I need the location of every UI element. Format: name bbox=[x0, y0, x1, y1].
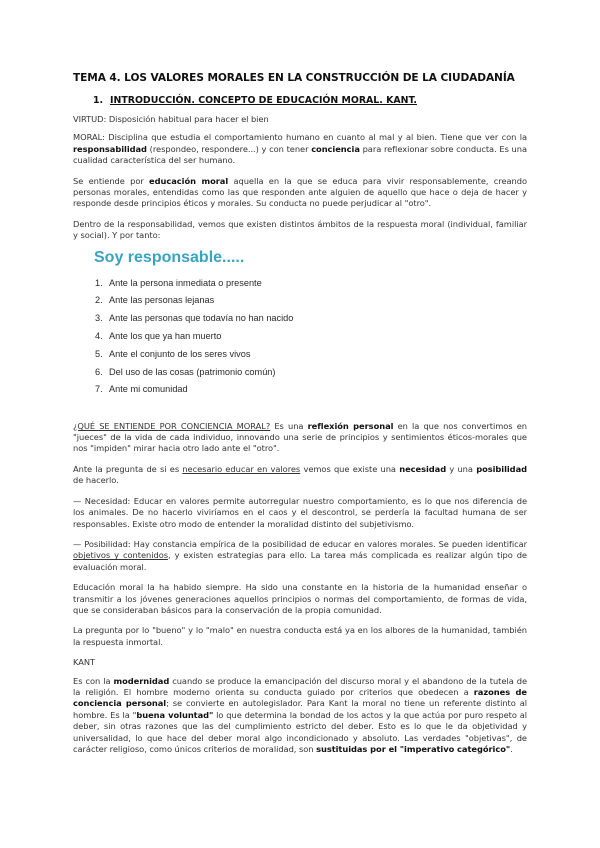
paragraph-pregunta: Ante la pregunta de si es necesario educar en valores vemos que existe una necesidad y una posibilidad de hacerlo. bbox=[73, 463, 528, 486]
list-item: 1. Ante la persona inmediata o presente bbox=[95, 277, 262, 288]
page-title: TEMA 4. LOS VALORES MORALES EN LA CONSTRUCCIÓN DE LA CIUDADANÍA bbox=[73, 72, 515, 84]
term-posibilidad: posibilidad bbox=[476, 463, 528, 474]
term-educacion-moral: educación moral bbox=[149, 175, 229, 186]
paragraph-bueno-malo: La pregunta por lo "bueno" y lo "malo" en nuestra conducta está ya en los albores de la humanidad, también la respuesta inmortal. bbox=[73, 625, 527, 647]
term-responsabilidad: responsabilidad bbox=[73, 143, 147, 154]
paragraph-responsabilidad: Dentro de la responsabilidad, vemos que existen distintos ámbitos de la respuesta moral (individual, familiar y social). Y por tanto: bbox=[73, 218, 527, 241]
paragraph-virtud: VIRTUD: Disposición habitual para hacer el bien bbox=[73, 114, 269, 124]
paragraph-conciencia-moral: ¿QUÉ SE ENTIENDE POR CONCIENCIA MORAL? Es una reflexión personal en la que nos convertimos en "jueces" de la vida de cada individuo, innovando una serie de principios y sentimientos éticos-morales que nos "impiden" mirar hacia otro lado ante el "otro". bbox=[73, 420, 527, 454]
question-conciencia-moral: ¿QUÉ SE ENTIENDE POR CONCIENCIA MORAL? bbox=[73, 420, 271, 431]
image-list bbox=[89, 277, 449, 402]
term-conciencia: conciencia bbox=[311, 143, 360, 154]
document-body bbox=[73, 72, 527, 764]
list-item: 7. Ante mi comunidad bbox=[95, 384, 188, 395]
list-item: 3. Ante las personas que todavía no han nacido bbox=[95, 313, 294, 324]
list-item: 2. Ante las personas lejanas bbox=[95, 295, 215, 306]
section-title: INTRODUCCIÓN. CONCEPTO DE EDUCACIÓN MORAL. KANT. bbox=[110, 95, 417, 106]
phrase-objetivos-contenidos: objetivos y contenidos bbox=[73, 550, 168, 561]
kant-label: KANT bbox=[73, 657, 96, 668]
term-razones-conciencia: razones de conciencia personal bbox=[73, 686, 527, 709]
paragraph-necesidad: — Necesidad: Educar en valores permite autorregular nuestro comportamiento, es lo que nos diferencia de los animales. De no hacerlo viviríamos en el caos y el descontrol, se perdería la facultad humana de ser responsables. Existe otro modo de entender la moralidad distinto del subjetivismo. bbox=[73, 495, 527, 529]
responsibility-list-image bbox=[89, 249, 449, 399]
term-imperativo-categorico: sustituidas por el "imperativo categórico" bbox=[316, 744, 511, 754]
section-number: 1. bbox=[93, 95, 104, 106]
list-item: 5. Ante el conjunto de los seres vivos bbox=[95, 348, 251, 359]
paragraph-posibilidad: — Posibilidad: Hay constancia empírica de la posibilidad de educar en valores morales. Se pueden identificar objetivos y contenidos, y existen estrategias para ello. La tarea más complicada es realizar algún tipo de evaluación moral. bbox=[73, 538, 527, 572]
phrase-educar-valores: necesario educar en valores bbox=[182, 463, 301, 474]
paragraph-kant: Es con la modernidad cuando se produce la emancipación del discurso moral y el abandono de la tutela de la religión. El hombre moderno orienta su conducta guiado por criterios que obedecen a razones de conciencia personal; se convierte en autolegislador. Para Kant la moral no tiene un referente distinto al hombre. Es la "buena voluntad" lo que determina la bondad de los actos y la que actúa por puro respeto al deber, sin otras razones que las del cumplimiento estricto del deber. Esto es lo que le da objetividad y universalidad, lo que hace del deber moral algo incondicionado y absoluto. Las verdades "objetivas", de carácter religioso, como únicos criterios de moralidad, son sustituidas por el "imperativo categórico". bbox=[73, 675, 527, 754]
paragraph-moral: MORAL: Disciplina que estudia el comportamiento humano en cuanto al mal y al bien. Tiene que ver con la responsabilidad (respondeo, respondere...) y con tener conciencia para reflexionar sobre conducta. Es una cualidad característica del ser humano. bbox=[73, 132, 528, 166]
paragraph-historia: Educación moral la ha habido siempre. Ha sido una constante en la historia de la humanidad enseñar o transmitir a los jóvenes generaciones aquellos principios o normas del comportamiento, de formas de vida, que se consideraban básicos para la conservación de la propia comunidad. bbox=[73, 582, 527, 615]
paragraph-educacion-moral: Se entiende por educación moral aquella en la que se educa para vivir responsablemente, creando personas morales, entendidas como las que responden ante alguien de aquello que hace o deja de hacer y responde desde principios éticos y morales. Su conducta no puede perjudicar al "otro". bbox=[73, 175, 527, 209]
term-modernidad: modernidad bbox=[113, 675, 170, 686]
term-necesidad: necesidad bbox=[399, 463, 447, 474]
term-buena-voluntad: buena voluntad" bbox=[136, 709, 214, 720]
image-title: Soy responsable..... bbox=[94, 248, 245, 266]
term-reflexion-personal: reflexión personal bbox=[307, 420, 394, 431]
list-item: 6. Del uso de las cosas (patrimonio común) bbox=[95, 366, 276, 377]
section-heading bbox=[93, 95, 527, 106]
list-item: 4. Ante los que ya han muerto bbox=[95, 331, 222, 342]
